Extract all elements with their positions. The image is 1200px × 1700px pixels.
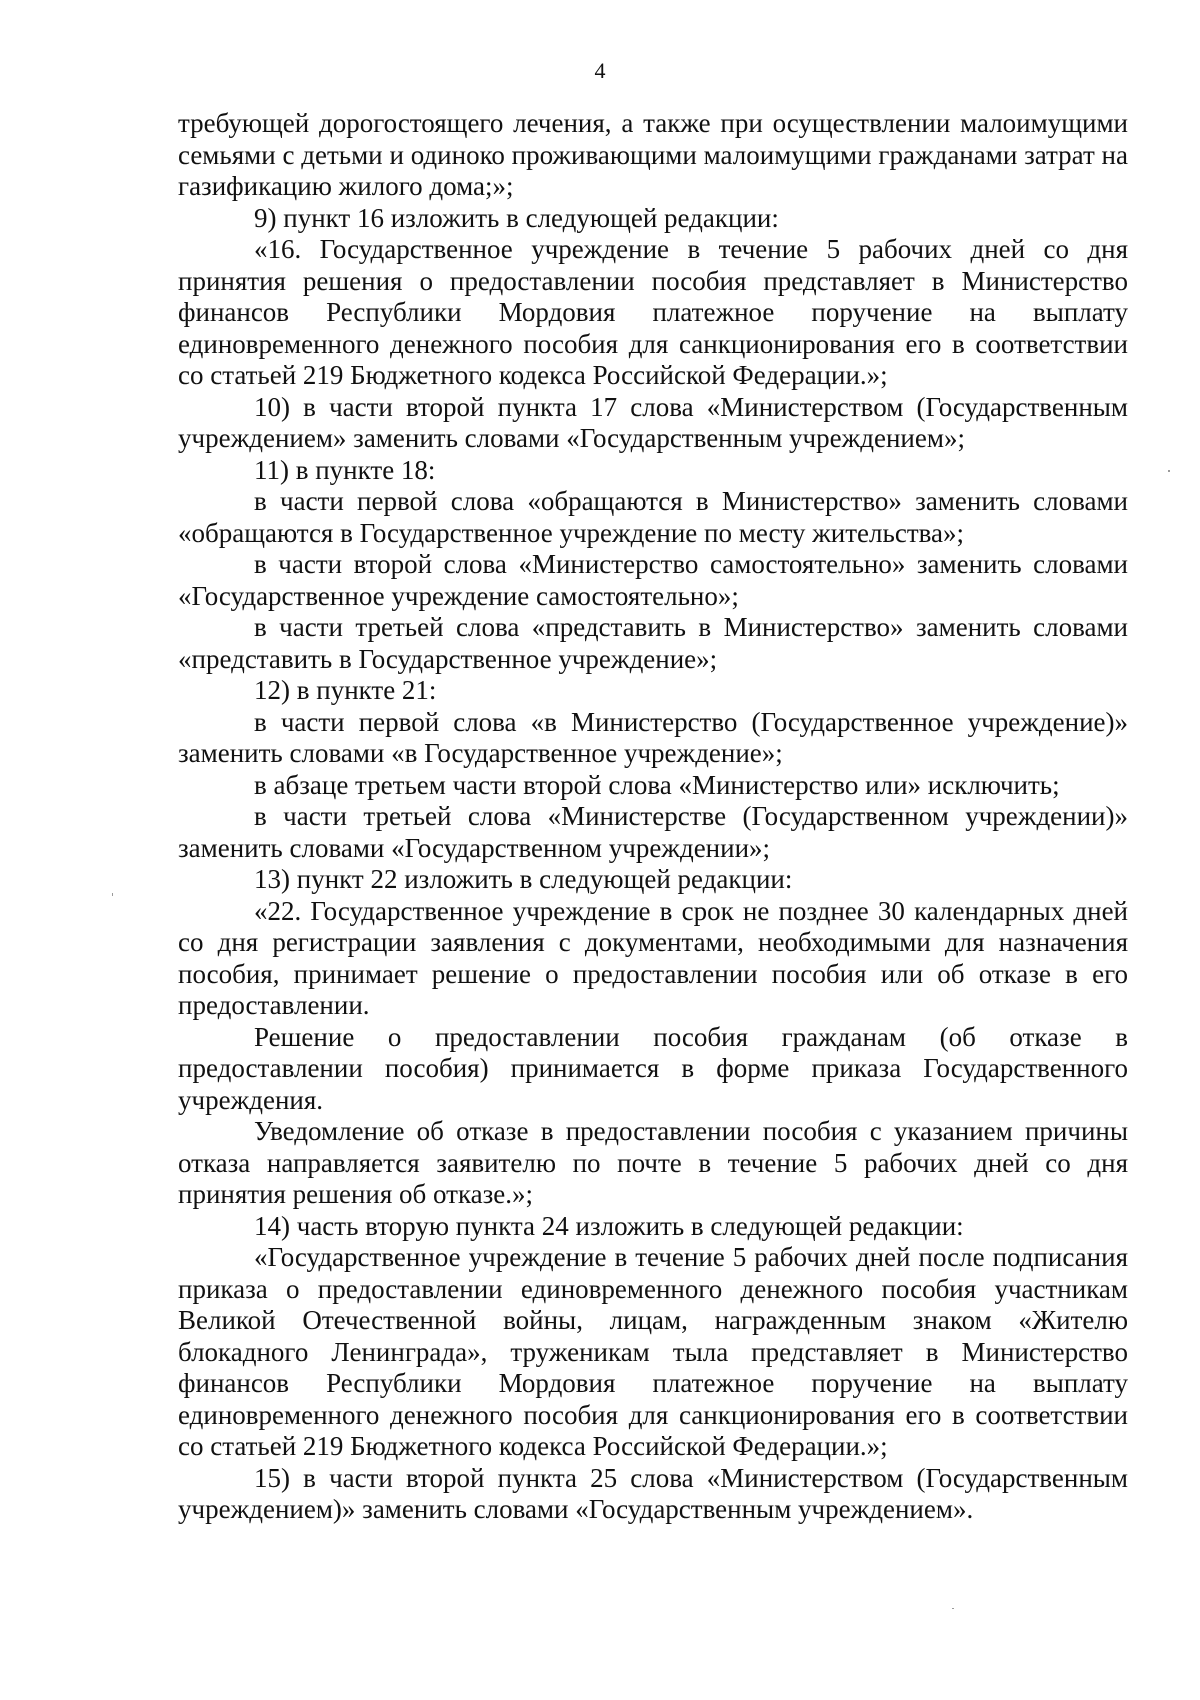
paragraph-3: «16. Государственное учреждение в течение 5 рабочих дней со дня принятия решения о предоставлении пособия представляет в Министерство финансов Республики Мордовия платежное поручение на выплату единовременного денежного пособия для санкционирования его в соответствии со статьей 219 Бюджетного кодекса Российской Федерации.»;: [178, 234, 1128, 390]
paragraph-8: в части третьей слова «представить в Министерство» заменить словами «представить в Государственное учреждение»;: [178, 612, 1128, 674]
paragraph-16: Уведомление об отказе в предоставлении пособия с указанием причины отказа направляется заявителю по почте в течение 5 рабочих дней со дня принятия решения об отказе.»;: [178, 1116, 1128, 1209]
paragraph-2: 9) пункт 16 изложить в следующей редакции:: [254, 202, 779, 233]
paragraph-17: 14) часть вторую пункта 24 изложить в следующей редакции:: [254, 1210, 964, 1241]
paragraph-7: в части второй слова «Министерство самостоятельно» заменить словами «Государственное учреждение самостоятельно»;: [178, 549, 1128, 611]
scan-speck: [952, 1608, 954, 1609]
paragraph-6: в части первой слова «обращаются в Министерство» заменить словами «обращаются в Государственное учреждение по месту жительства»;: [178, 486, 1128, 548]
paragraph-1: требующей дорогостоящего лечения, а также при осуществлении малоимущими семьями с детьми и одиноко проживающими малоимущими гражданами затрат на газификацию жилого дома;»;: [178, 108, 1128, 201]
page-number: 4: [594, 58, 606, 83]
paragraph-13: 13) пункт 22 изложить в следующей редакции:: [254, 864, 793, 894]
paragraph-11: в абзаце третьем части второй слова «Министерство или» исключить;: [254, 769, 1060, 800]
paragraph-10: в части первой слова «в Министерство (Государственное учреждение)» заменить словами «в Государственное учреждение»;: [178, 706, 1128, 768]
paragraph-14: «22. Государственное учреждение в срок не позднее 30 календарных дней со дня регистрации заявления с документами, необходимыми для назначения пособия, принимает решение о предоставлении пособия или об отказе в его предоставлении.: [178, 895, 1128, 1020]
paragraph-19: 15) в части второй пункта 25 слова «Министерством (Государственным учреждением)» заменить словами «Государственным учреждением».: [178, 1462, 1128, 1524]
document-body: [178, 108, 1128, 1526]
paragraph-5: 11) в пункте 18:: [254, 454, 436, 485]
paragraph-12: в части третьей слова «Министерстве (Государственном учреждении)» заменить словами «Государственном учреждении»;: [178, 801, 1128, 863]
paragraph-4: 10) в части второй пункта 17 слова «Министерством (Государственным учреждением» заменить словами «Государственным учреждением»;: [178, 391, 1128, 453]
paragraph-15: Решение о предоставлении пособия гражданам (об отказе в предоставлении пособия) принимается в форме приказа Государственного учреждения.: [178, 1021, 1128, 1115]
paragraph-9: 12) в пункте 21:: [254, 675, 437, 705]
paragraph-18: «Государственное учреждение в течение 5 рабочих дней после подписания приказа о предоставлении единовременного денежного пособия участникам Великой Отечественной войны, лицам, награжденным знаком «Жителю блокадного Ленинграда», труженикам тыла представляет в Министерство финансов Республики Мордовия платежное поручение на выплату единовременного денежного пособия для санкционирования его в соответствии со статьей 219 Бюджетного кодекса Российской Федерации.»;: [178, 1242, 1128, 1461]
scan-speck: [1168, 470, 1170, 472]
scan-speck: [112, 893, 113, 896]
